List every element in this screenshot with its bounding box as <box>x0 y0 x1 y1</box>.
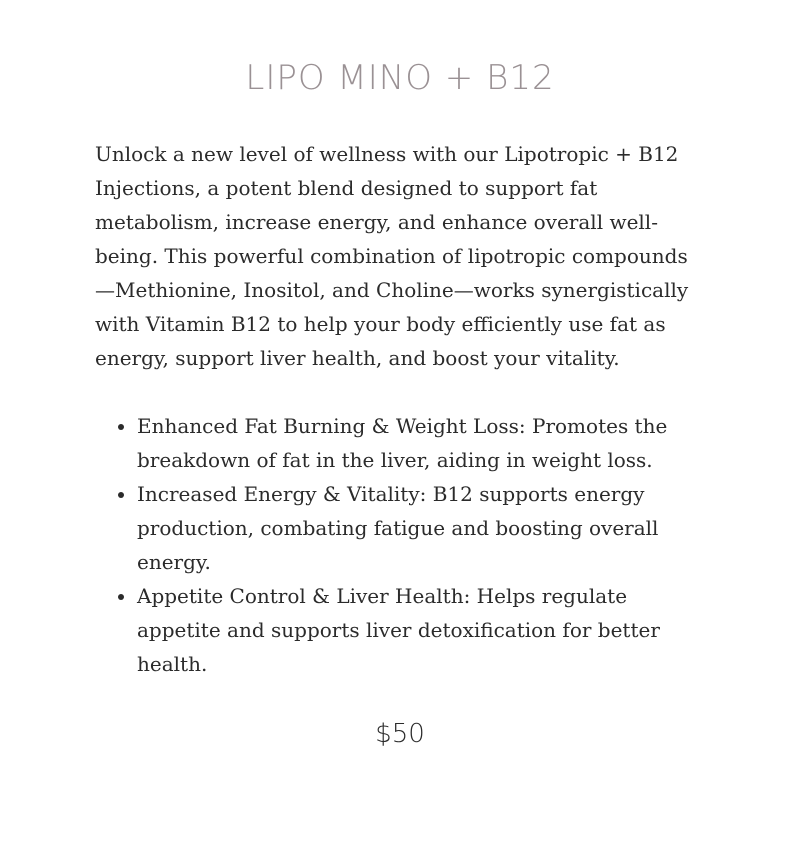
benefit-item: • Enhanced Fat Burning & Weight Loss: Promotes the breakdown of fat in the liver, aiding in weight loss. <box>137 409 707 477</box>
product-price: $50 <box>375 719 425 749</box>
benefits-list <box>95 409 707 681</box>
product-description: Unlock a new level of wellness with our Lipotropic + B12 Injections, a potent blend designed to support fat metabolism, increase energy, and enhance overall well-being. This powerful combination of lipotropic compounds—Methionine, Inositol, and Choline—works synergistically with Vitamin B12 to help your body efficiently use fat as energy, support liver health, and boost your vitality. <box>95 142 689 370</box>
benefit-item: • Increased Energy & Vitality: B12 supports energy production, combating fatigue and boosting overall energy. <box>137 477 707 579</box>
product-title: LIPO MINO + B12 <box>245 58 555 98</box>
benefit-item: • Appetite Control & Liver Health: Helps regulate appetite and supports liver detoxification for better health. <box>137 579 707 681</box>
